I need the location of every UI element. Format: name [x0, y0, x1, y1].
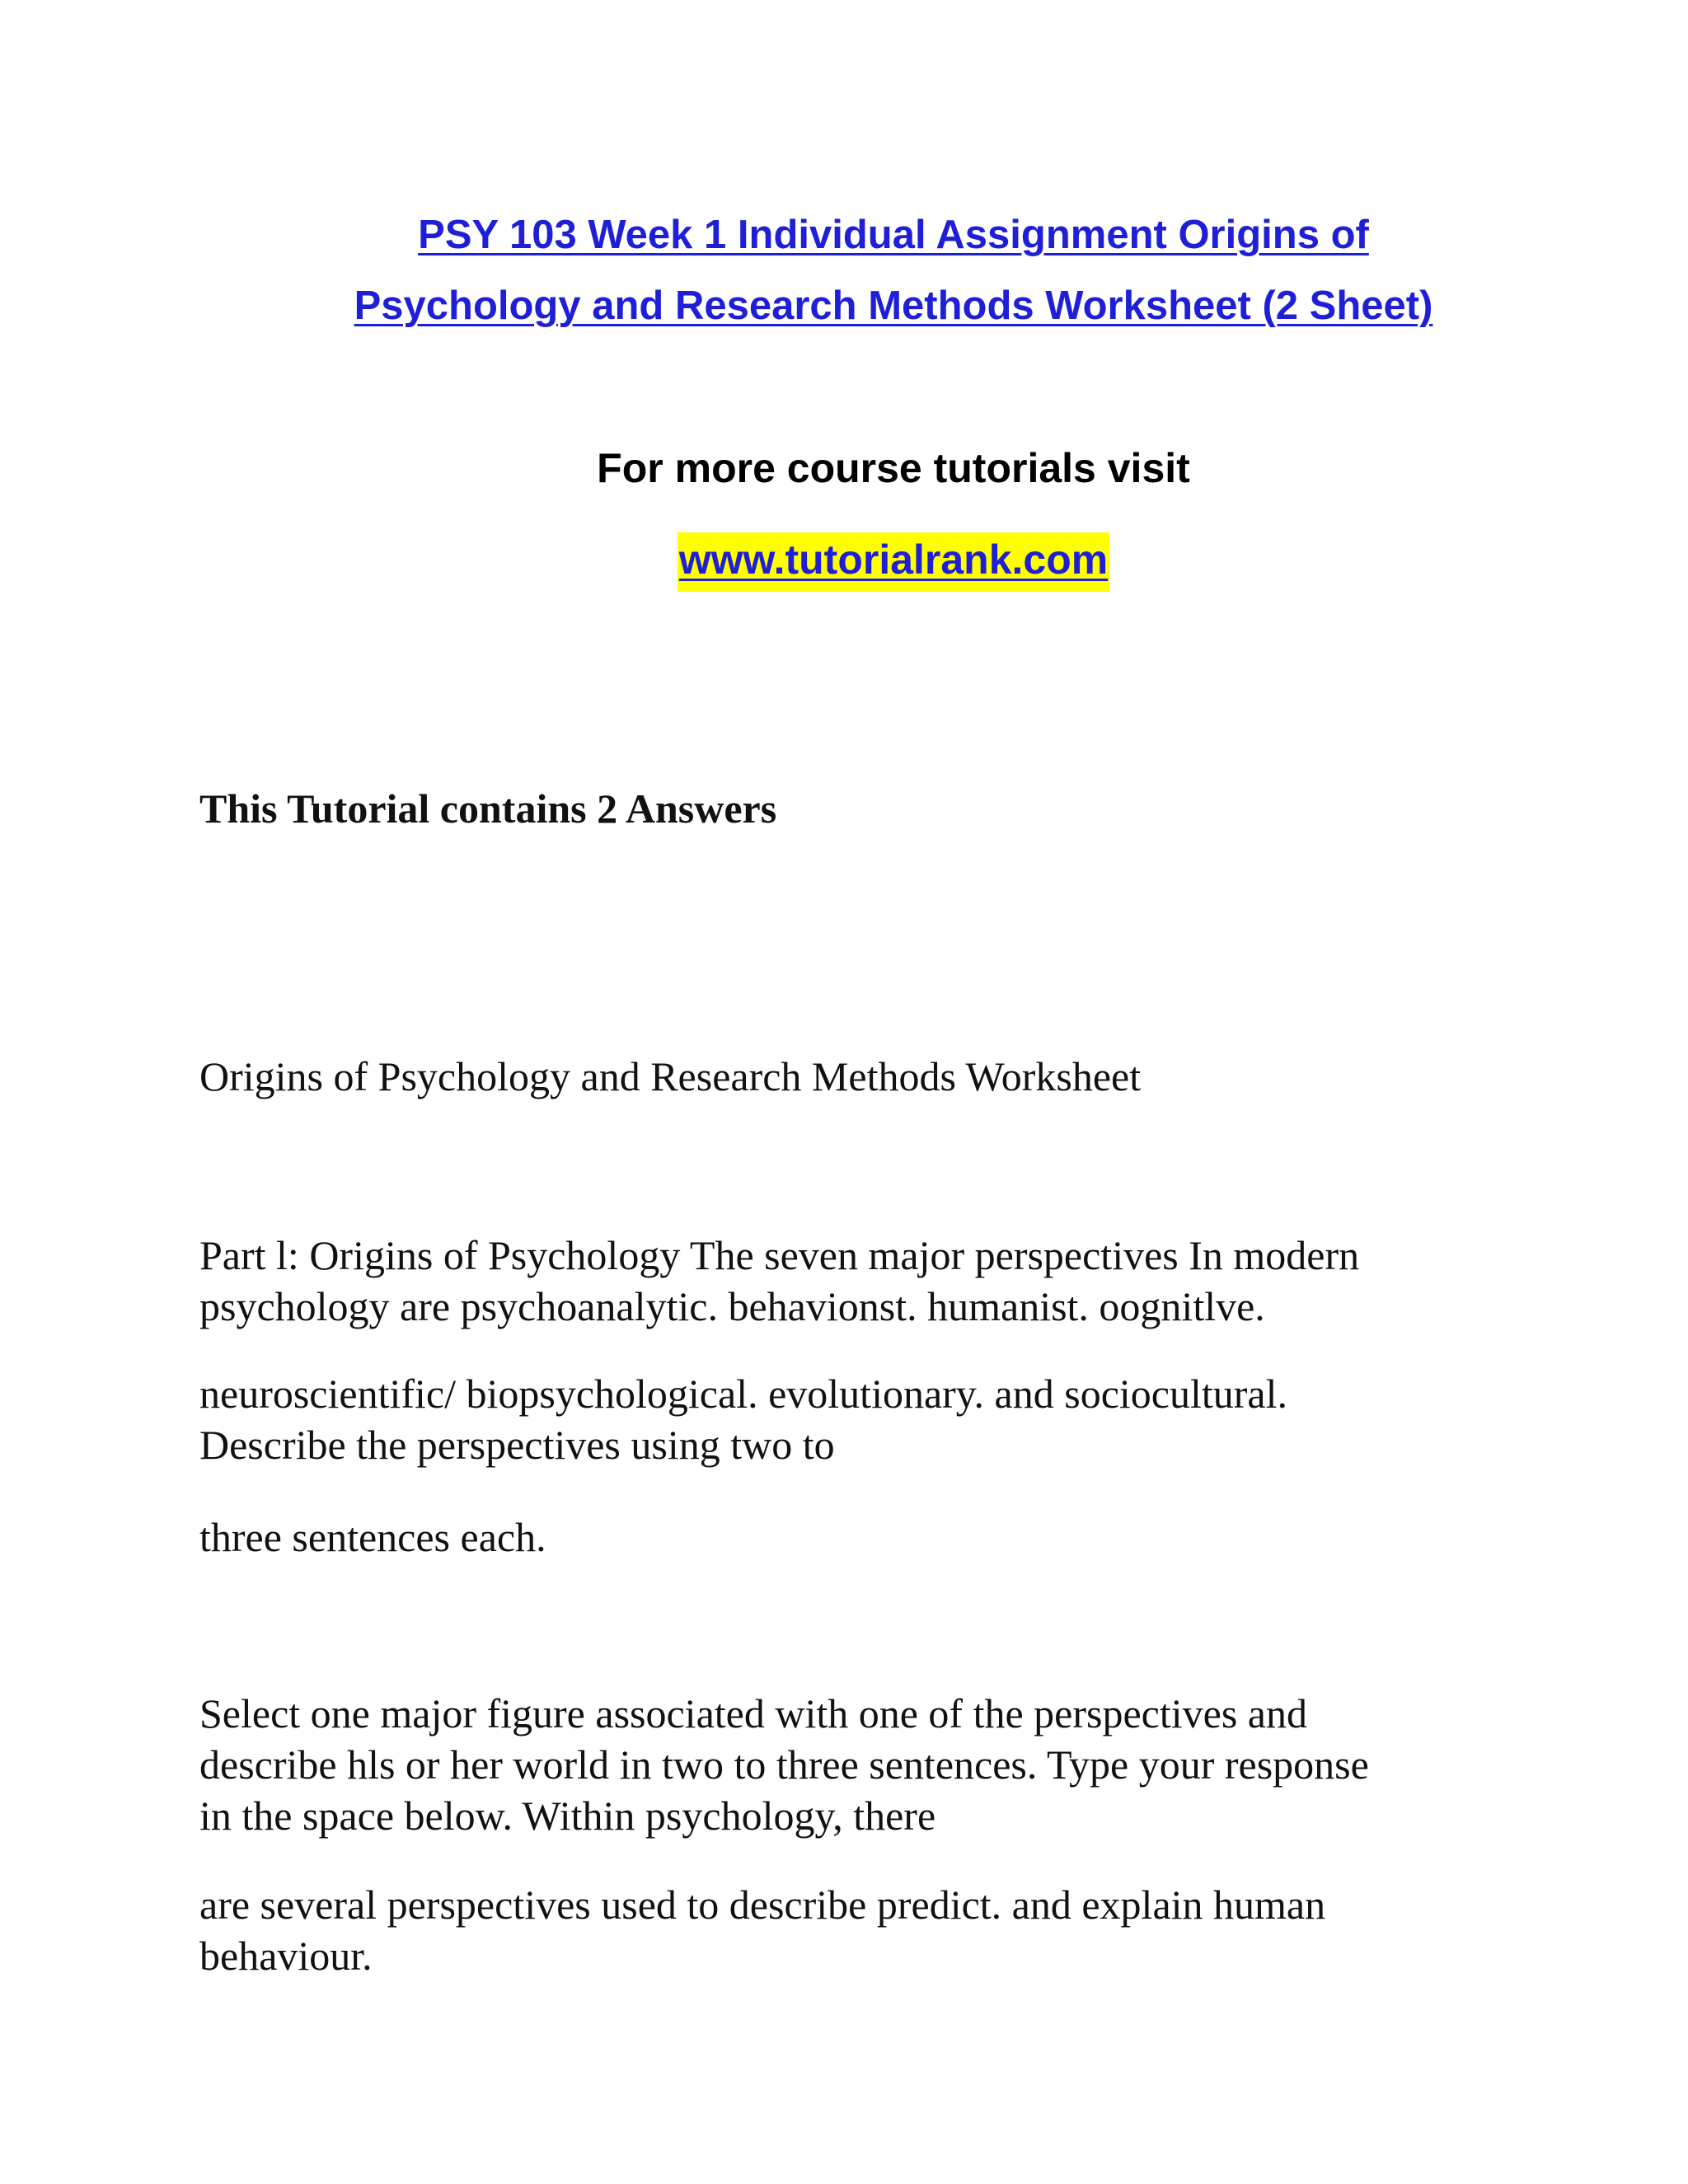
promo-text: For more course tutorials visit [597, 445, 1190, 491]
paragraph-line: neuroscientific/ biopsychological. evolutionary. and sociocultural. [199, 1371, 1287, 1417]
title-line-2[interactable]: Psychology and Research Methods Worksheet (2 Sheet) [354, 284, 1433, 328]
paragraph-line: three sentences each. [199, 1514, 546, 1560]
paragraph-sentences [199, 1511, 1518, 1563]
paragraph-line: Part l: Origins of Psychology The seven major perspectives In modern [199, 1232, 1360, 1278]
paragraph-line: Describe the perspectives using two to [199, 1422, 835, 1468]
paragraph-line: behaviour. [199, 1933, 373, 1979]
paragraph-perspectives [199, 1368, 1518, 1470]
paragraph-major-figure [199, 1688, 1518, 1841]
paragraph-line: Select one major figure associated with one of the perspectives and [199, 1690, 1307, 1736]
title-line-1[interactable]: PSY 103 Week 1 Individual Assignment Origins of [418, 213, 1369, 257]
paragraph-line: are several perspectives used to describe predict. and explain human [199, 1882, 1326, 1928]
paragraph-part-one [199, 1230, 1518, 1332]
assignment-title-link[interactable] [198, 199, 1589, 341]
website-container [198, 532, 1589, 592]
answers-heading: This Tutorial contains 2 Answers [199, 785, 777, 832]
paragraph-line: in the space below. Within psychology, there [199, 1793, 936, 1839]
website-link[interactable]: www.tutorialrank.com [678, 532, 1109, 592]
paragraph-behaviour [199, 1879, 1518, 1981]
paragraph-line: describe hls or her world in two to three sentences. Type your response [199, 1741, 1369, 1788]
worksheet-title: Origins of Psychology and Research Methods Worksheet [199, 1053, 1142, 1099]
paragraph-line: psychology are psychoanalytic. behavionst. humanist. oognitlve. [199, 1283, 1265, 1329]
